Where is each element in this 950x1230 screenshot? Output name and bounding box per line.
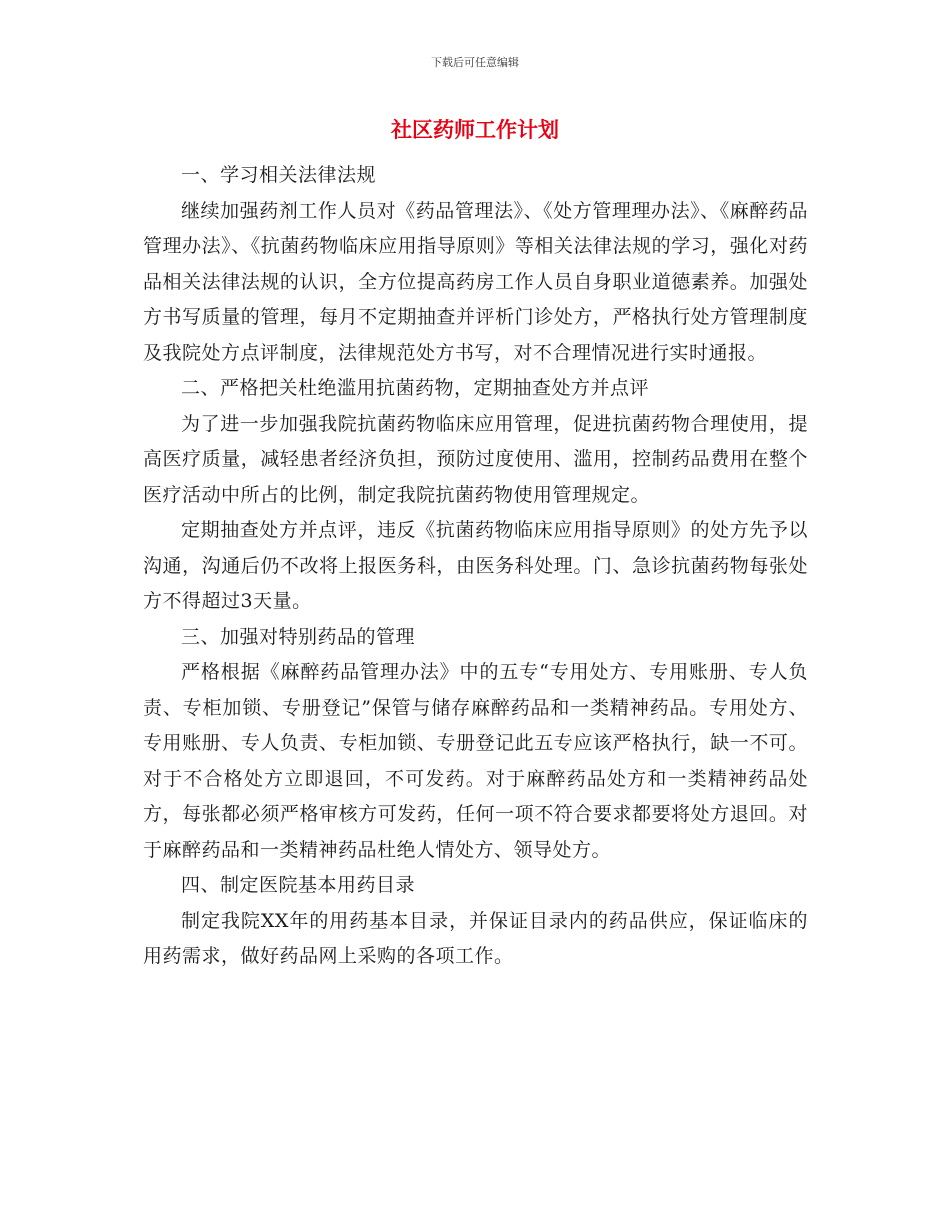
section-2-paragraph-2: 定期抽查处方并点评，违反《抗菌药物临床应用指导原则》的处方先予以沟通，沟通后仍不改将上报医务科，由医务科处理。门、急诊抗菌药物每张处方不得超过3天量。	[143, 519, 808, 612]
section-heading-4: 四、制定医院基本用药目录	[181, 874, 416, 896]
section-4-paragraph-1: 制定我院XX年的用药基本目录，并保证目录内的药品供应，保证临床的用药需求，做好药品网上采购的各项工作。	[143, 909, 808, 967]
document-title: 社区药师工作计划	[391, 117, 559, 142]
document-body	[143, 158, 808, 975]
section-3-paragraph-1: 严格根据《麻醉药品管理办法》中的五专“专用处方、专用账册、专人负责、专柜加锁、专册登记”保管与储存麻醉药品和一类精神药品。专用处方、专用账册、专人负责、专柜加锁、专册登记此五专应该严格执行，缺一不可。对于不合格处方立即退回，不可发药。对于麻醉药品处方和一类精神药品处方，每张都必须严格审核方可发药，任何一项不符合要求都要将处方退回。对于麻醉药品和一类精神药品杜绝人情处方、领导处方。	[143, 661, 808, 861]
section-heading-2: 二、严格把关杜绝滥用抗菌药物，定期抽查处方并点评	[181, 377, 650, 399]
section-2-paragraph-1: 为了进一步加强我院抗菌药物临床应用管理，促进抗菌药物合理使用，提高医疗质量，减轻患者经济负担，预防过度使用、滥用，控制药品费用在整个医疗活动中所占的比例，制定我院抗菌药物使用管理规定。	[143, 412, 808, 506]
section-heading-1: 一、学习相关法律法规	[181, 164, 377, 186]
header-note: 下载后可任意编辑	[431, 56, 519, 69]
section-1-paragraph-1: 继续加强药剂工作人员对《药品管理法》、《处方管理理办法》、《麻醉药品管理办法》、《抗菌药物临床应用指导原则》等相关法律法规的学习，强化对药品相关法律法规的认识，全方位提高药房工作人员自身职业道德素养。加强处方书写质量的管理，每月不定期抽查并评析门诊处方，严格执行处方管理制度及我院处方点评制度，法律规范处方书写，对不合理情况进行实时通报。	[143, 199, 808, 364]
section-heading-3: 三、加强对特别药品的管理	[181, 625, 416, 648]
